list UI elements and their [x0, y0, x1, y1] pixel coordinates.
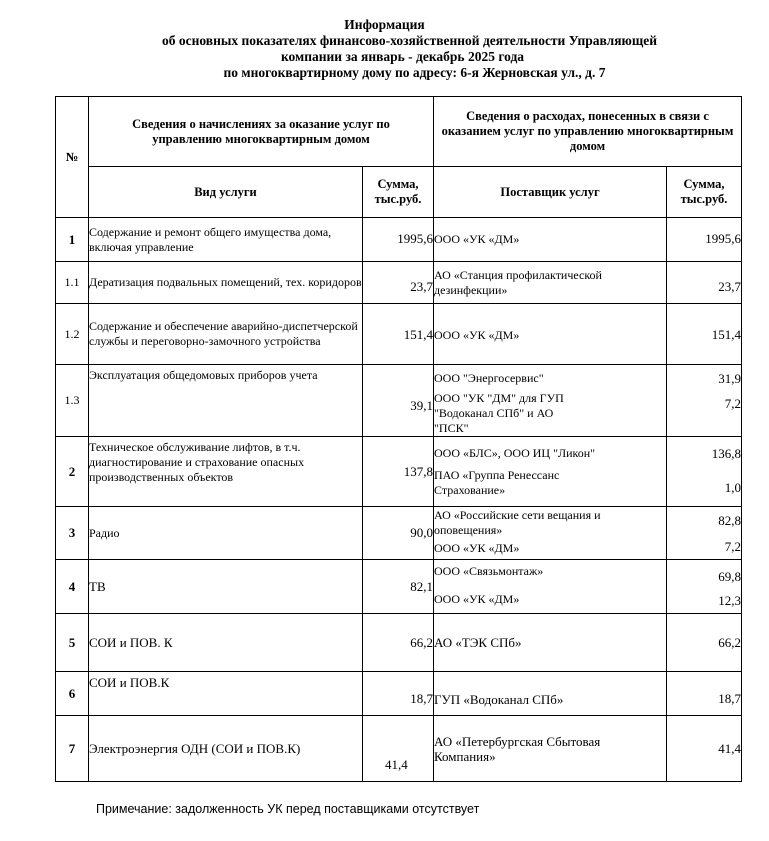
supplier-amount-list — [667, 507, 742, 560]
table-row — [56, 437, 742, 507]
table-row — [56, 262, 742, 304]
supplier-list — [434, 365, 667, 437]
supplier-amount: 1,0 — [724, 480, 742, 495]
subtitle-line-2: компании за январь - декабрь 2025 года — [280, 49, 525, 64]
supplier-name: ООО "УК "ДМ" для ГУП "Водоканал СПб" и АО "ПСК" — [434, 391, 564, 435]
service-name: Дератизация подвальных помещений, тех. коридоров — [89, 262, 363, 304]
supplier-name: ООО «УК «ДМ» — [434, 592, 520, 606]
supplier-amount: 18,7 — [667, 672, 742, 716]
supplier-name: ООО «Связьмонтаж» — [434, 564, 544, 578]
row-number: 1.3 — [56, 365, 89, 437]
supplier-amount: 7,2 — [724, 539, 742, 554]
supplier-amount: 31,9 — [718, 371, 742, 386]
service-name: Содержание и обеспечение аварийно-диспетчерской службы и переговорно-замочного устройства — [89, 304, 363, 365]
supplier-amount: 151,4 — [667, 304, 742, 365]
row-number: 6 — [56, 672, 89, 716]
supplier-amount: 136,8 — [711, 446, 742, 461]
service-header: Вид услуги — [89, 167, 363, 218]
report-table — [55, 96, 742, 782]
supplier-name: ООО «УК «ДМ» — [434, 541, 520, 555]
supplier-name: ПАО «Группа Ренессанс Страхование» — [434, 468, 560, 497]
row-number: 2 — [56, 437, 89, 507]
header-row-group — [56, 97, 742, 167]
supplier-name: АО «Петербургская Сбытовая Компания» — [434, 716, 667, 782]
expenses-group-header: Сведения о расходах, понесенных в связи с оказанием услуг по управлению многоквартирным домом — [434, 97, 742, 167]
supplier-header: Поставщик услуг — [434, 167, 667, 218]
subtitle-address: по многоквартирному дому по адресу: 6-я Жерновская ул., д. 7 — [223, 65, 606, 80]
supplier-amount: 69,8 — [718, 569, 742, 584]
supplier-name: ГУП «Водоканал СПб» — [434, 672, 667, 716]
supplier-amount: 23,7 — [667, 262, 742, 304]
table-row — [56, 560, 742, 614]
table-row — [56, 507, 742, 560]
service-amount: 1995,6 — [363, 218, 434, 262]
supplier-name: ООО «УК «ДМ» — [434, 218, 667, 262]
service-name: ТВ — [89, 560, 363, 614]
footnote: Примечание: задолженность УК перед поставщиками отсутствует — [96, 802, 480, 816]
service-name: Радио — [89, 507, 363, 560]
row-number: 7 — [56, 716, 89, 782]
supplier-amount: 66,2 — [667, 614, 742, 672]
service-amount: 39,1 — [363, 365, 434, 437]
supplier-amount: 1995,6 — [667, 218, 742, 262]
supplier-amount: 41,4 — [667, 716, 742, 782]
sum-left-header: Сумма, тыс.руб. — [363, 167, 434, 218]
service-amount: 41,4 — [363, 716, 434, 782]
supplier-name: ООО «УК «ДМ» — [434, 304, 667, 365]
service-name: СОИ и ПОВ. К — [89, 614, 363, 672]
service-amount: 90,0 — [363, 507, 434, 560]
supplier-amount-list — [667, 437, 742, 507]
supplier-amount: 7,2 — [724, 396, 742, 411]
service-amount: 137,8 — [363, 437, 434, 507]
table-row — [56, 672, 742, 716]
service-name: СОИ и ПОВ.К — [89, 672, 363, 716]
supplier-amount-list — [667, 560, 742, 614]
sum-right-header: Сумма, тыс.руб. — [667, 167, 742, 218]
table-row — [56, 365, 742, 437]
row-number: 1.1 — [56, 262, 89, 304]
service-amount: 23,7 — [363, 262, 434, 304]
service-name: Содержание и ремонт общего имущества дома, включая управление — [89, 218, 363, 262]
row-number: 1.2 — [56, 304, 89, 365]
row-number: 5 — [56, 614, 89, 672]
supplier-amount: 12,3 — [718, 593, 742, 608]
supplier-amount-list — [667, 365, 742, 437]
subtitle-line-1: об основных показателях финансово-хозяйственной деятельности Управляющей — [161, 33, 658, 48]
service-amount: 66,2 — [363, 614, 434, 672]
table-row — [56, 614, 742, 672]
table-row — [56, 304, 742, 365]
table-row — [56, 218, 742, 262]
service-name: Электроэнергия ОДН (СОИ и ПОВ.К) — [89, 716, 363, 782]
service-amount: 82,1 — [363, 560, 434, 614]
supplier-name: ООО «БЛС», ООО ИЦ "Ликон" — [434, 446, 596, 460]
supplier-name: АО «Станция профилактической дезинфекции» — [434, 262, 667, 304]
title: Информация — [344, 17, 425, 32]
header-row-columns — [56, 167, 742, 218]
service-name: Техническое обслуживание лифтов, в т.ч. диагностирование и страхование опасных производственных объектов — [89, 437, 363, 507]
service-amount: 151,4 — [363, 304, 434, 365]
supplier-list — [434, 560, 667, 614]
table-row — [56, 716, 742, 782]
supplier-name: ООО "Энергосервис" — [434, 371, 544, 385]
supplier-name: АО «ТЭК СПб» — [434, 614, 667, 672]
service-name: Эксплуатация общедомовых приборов учета — [89, 365, 363, 437]
supplier-name: АО «Российские сети вещания и оповещения» — [434, 508, 601, 537]
row-number: 4 — [56, 560, 89, 614]
supplier-list — [434, 507, 667, 560]
service-amount: 18,7 — [363, 672, 434, 716]
row-number: 1 — [56, 218, 89, 262]
supplier-amount: 82,8 — [718, 513, 742, 528]
accruals-group-header: Сведения о начислениях за оказание услуг по управлению многоквартирным домом — [89, 97, 434, 167]
col-num-header: № — [56, 97, 89, 218]
row-number: 3 — [56, 507, 89, 560]
supplier-list — [434, 437, 667, 507]
